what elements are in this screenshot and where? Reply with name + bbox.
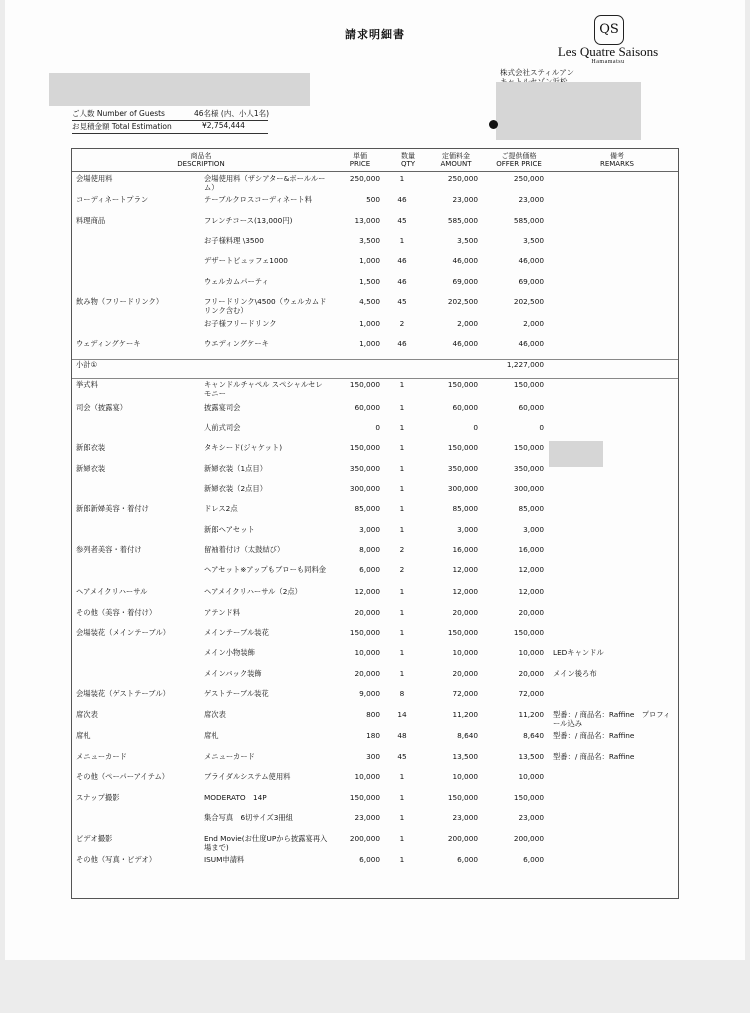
cell-cat: コーディネートプラン <box>76 195 149 204</box>
cell-name: メニューカード <box>204 752 255 761</box>
cell-price: 1,000 <box>359 339 380 348</box>
cell-qty: 1 <box>399 504 405 513</box>
document-title: 請求明細書 <box>345 28 405 41</box>
bullet-dot <box>489 120 498 129</box>
cell-price: 0 <box>375 423 380 432</box>
cell-amount: 2,000 <box>457 319 478 328</box>
cell-name: キャンドルチャペル スペシャルセレモニー <box>204 380 323 398</box>
cell-name: ISUM申請料 <box>204 855 245 864</box>
cell-offer: 23,000 <box>518 195 544 204</box>
cell-amount: 69,000 <box>452 277 478 286</box>
header-price: 単価 PRICE <box>349 152 371 168</box>
cell-name: お子様料理 \3500 <box>204 236 264 245</box>
cell-cat: 席札 <box>76 731 91 740</box>
cell-offer: 8,640 <box>523 731 544 740</box>
cell-price: 180 <box>366 731 380 740</box>
cell-rem: 型番：/ 商品名：Raffine <box>553 752 635 761</box>
cell-offer: 46,000 <box>518 339 544 348</box>
cell-price: 300,000 <box>349 484 380 493</box>
cell-offer: 150,000 <box>513 793 544 802</box>
cell-name: テーブルクロスコーディネート料 <box>204 195 313 204</box>
cell-offer: 0 <box>539 423 544 432</box>
cell-name: 披露宴司会 <box>204 403 241 412</box>
cell-qty: 45 <box>397 752 407 761</box>
cell-name: 留袖着付け（太鼓結び） <box>204 545 285 554</box>
cell-amount: 585,000 <box>447 216 478 225</box>
header-amount: 定価料金 AMOUNT <box>440 152 472 168</box>
cell-qty: 48 <box>397 731 407 740</box>
cell-cat: 会場装花（ゲストテーブル） <box>76 689 170 698</box>
cell-price: 250,000 <box>349 174 380 183</box>
cell-name: ウエディングケーキ <box>204 339 269 348</box>
cell-name: 新婦衣装（1点目） <box>204 464 268 473</box>
cell-name: フレンチコース(13,000円) <box>204 216 293 225</box>
cell-cat: ヘアメイクリハーサル <box>76 587 148 596</box>
cell-name: タキシード(ジャケット) <box>204 443 283 452</box>
cell-name: 席札 <box>204 731 219 740</box>
cell-name: ウェルカムパーティ <box>204 277 269 286</box>
cell-offer: 46,000 <box>518 256 544 265</box>
cell-amount: 23,000 <box>452 813 478 822</box>
cell-price: 150,000 <box>349 443 380 452</box>
cell-amount: 72,000 <box>452 689 478 698</box>
cell-cat: ウェディングケーキ <box>76 339 141 348</box>
cell-offer: 300,000 <box>513 484 544 493</box>
cell-name: 人前式司会 <box>204 423 241 432</box>
cell-amount: 13,500 <box>452 752 478 761</box>
cell-rem: 型番：/ 商品名：Raffine プロフィール込み <box>553 710 671 728</box>
cell-qty: 1 <box>399 834 405 843</box>
cell-qty: 1 <box>399 380 405 389</box>
cell-name: アテンド料 <box>204 608 241 617</box>
cell-qty: 1 <box>399 587 405 596</box>
cell-offer: 1,227,000 <box>506 360 544 369</box>
cell-amount: 200,000 <box>447 834 478 843</box>
cell-name: ヘアセット※アップもブローも同料金 <box>204 565 327 574</box>
company-line: 株式会社スティルアン <box>500 68 574 77</box>
cell-offer: 3,000 <box>523 525 544 534</box>
cell-qty: 1 <box>399 484 405 493</box>
cell-price: 3,500 <box>359 236 380 245</box>
cell-qty: 1 <box>399 855 405 864</box>
cell-offer: 250,000 <box>513 174 544 183</box>
cell-offer: 11,200 <box>518 710 544 719</box>
cell-amount: 202,500 <box>447 297 478 306</box>
cell-qty: 46 <box>397 277 407 286</box>
cell-price: 350,000 <box>349 464 380 473</box>
cell-price: 85,000 <box>354 504 380 513</box>
cell-price: 9,000 <box>359 689 380 698</box>
cell-amount: 250,000 <box>447 174 478 183</box>
cell-amount: 3,000 <box>457 525 478 534</box>
cell-offer: 12,000 <box>518 587 544 596</box>
cell-offer: 3,500 <box>523 236 544 245</box>
cell-amount: 12,000 <box>452 587 478 596</box>
cell-price: 13,000 <box>354 216 380 225</box>
invoice-table <box>71 148 679 899</box>
brand-name: Les Quatre Saisons <box>557 44 659 59</box>
header-remarks: 備考 REMARKS <box>599 152 634 168</box>
brand-subtitle: Hamamatsu <box>591 59 625 65</box>
cell-name: ドレス2点 <box>204 504 238 513</box>
cell-qty: 1 <box>399 174 405 183</box>
cell-qty: 46 <box>397 195 407 204</box>
cell-cat: その他（ペーパーアイテム） <box>76 772 170 781</box>
cell-qty: 1 <box>399 236 405 245</box>
cell-amount: 12,000 <box>452 565 478 574</box>
cell-amount: 6,000 <box>457 855 478 864</box>
cell-price: 3,000 <box>359 525 380 534</box>
cell-offer: 202,500 <box>513 297 544 306</box>
cell-offer: 85,000 <box>518 504 544 513</box>
cell-qty: 1 <box>399 423 405 432</box>
cell-qty: 45 <box>397 216 407 225</box>
cell-offer: 350,000 <box>513 464 544 473</box>
cell-offer: 150,000 <box>513 380 544 389</box>
cell-qty: 14 <box>397 710 407 719</box>
cell-name: 席次表 <box>204 710 226 719</box>
cell-offer: 69,000 <box>518 277 544 286</box>
cell-cat: 参列者美容・着付け <box>76 545 142 554</box>
cell-offer: 20,000 <box>518 669 544 678</box>
cell-cat: メニューカード <box>76 752 127 761</box>
table-header <box>72 149 678 172</box>
cell-rem: メイン後ろ布 <box>553 669 597 678</box>
cell-price: 20,000 <box>354 669 380 678</box>
cell-name: お子様フリードリンク <box>204 319 277 328</box>
cell-price: 6,000 <box>359 565 380 574</box>
cell-price: 12,000 <box>354 587 380 596</box>
cell-qty: 46 <box>397 339 407 348</box>
cell-amount: 150,000 <box>447 443 478 452</box>
cell-price: 150,000 <box>349 793 380 802</box>
cell-price: 200,000 <box>349 834 380 843</box>
cell-amount: 20,000 <box>452 608 478 617</box>
cell-cat: 会場装花（メインテーブル） <box>76 628 171 637</box>
cell-amount: 150,000 <box>447 628 478 637</box>
cell-amount: 85,000 <box>452 504 478 513</box>
estimate-row <box>72 121 268 134</box>
cell-qty: 1 <box>399 628 405 637</box>
cell-price: 1,000 <box>359 256 380 265</box>
cell-amount: 46,000 <box>452 339 478 348</box>
cell-qty: 1 <box>399 443 405 452</box>
cell-qty: 46 <box>397 256 407 265</box>
cell-amount: 16,000 <box>452 545 478 554</box>
cell-amount: 150,000 <box>447 793 478 802</box>
cell-offer: 200,000 <box>513 834 544 843</box>
cell-cat: 挙式料 <box>76 380 98 389</box>
cell-offer: 13,500 <box>518 752 544 761</box>
guests-value: 46名様 (内、小人1名) <box>194 109 270 118</box>
cell-amount: 10,000 <box>452 772 478 781</box>
cell-amount: 3,500 <box>457 236 478 245</box>
cell-offer: 12,000 <box>518 565 544 574</box>
cell-name: メイン小物装飾 <box>204 648 255 657</box>
cell-name: End Movie(お仕度UPから披露宴再入場まで) <box>204 834 328 852</box>
cell-offer: 10,000 <box>518 772 544 781</box>
cell-amount: 300,000 <box>447 484 478 493</box>
cell-amount: 46,000 <box>452 256 478 265</box>
cell-price: 800 <box>366 710 380 719</box>
cell-price: 4,500 <box>359 297 380 306</box>
cell-name: 新郎ヘアセット <box>204 525 255 534</box>
cell-name: ヘアメイクリハーサル（2点） <box>204 587 302 596</box>
cell-amount: 0 <box>473 423 478 432</box>
cell-price: 150,000 <box>349 628 380 637</box>
cell-amount: 60,000 <box>452 403 478 412</box>
guests-row <box>72 108 268 121</box>
cell-offer: 6,000 <box>523 855 544 864</box>
cell-cat: 新婦衣装 <box>76 464 106 473</box>
cell-offer: 16,000 <box>518 545 544 554</box>
cell-price: 60,000 <box>354 403 380 412</box>
cell-qty: 1 <box>399 464 405 473</box>
cell-cat: 席次表 <box>76 710 98 719</box>
cell-qty: 45 <box>397 297 407 306</box>
cell-qty: 8 <box>399 689 405 698</box>
subtotal-divider-top <box>72 359 678 360</box>
cell-cat: スナップ撮影 <box>76 793 120 802</box>
redacted-company-info <box>496 82 641 140</box>
cell-name: MODERATO 14P <box>204 793 267 802</box>
cell-name: 会場使用料（ザシアター&ボールルーム） <box>204 174 326 192</box>
estimate-label: お見積金額 Total Estimation <box>72 122 172 131</box>
cell-cat: 料理商品 <box>76 216 106 225</box>
cell-price: 300 <box>366 752 380 761</box>
cell-amount: 10,000 <box>452 648 478 657</box>
cell-offer: 23,000 <box>518 813 544 822</box>
cell-price: 8,000 <box>359 545 380 554</box>
cell-qty: 1 <box>399 648 405 657</box>
cell-cat: 会場使用料 <box>76 174 113 183</box>
cell-qty: 1 <box>399 608 405 617</box>
cell-amount: 8,640 <box>457 731 478 740</box>
cell-offer: 150,000 <box>513 443 544 452</box>
brand-logo-icon: QS <box>594 15 624 45</box>
cell-cat: 新郎衣装 <box>76 443 106 452</box>
cell-qty: 1 <box>399 772 405 781</box>
cell-amount: 20,000 <box>452 669 478 678</box>
cell-price: 500 <box>366 195 380 204</box>
guests-label: ご人数 Number of Guests <box>72 109 165 118</box>
header-description: 商品名 DESCRIPTION <box>177 152 225 168</box>
cell-offer: 72,000 <box>518 689 544 698</box>
cell-cat: その他（美容・着付け） <box>76 608 157 617</box>
cell-qty: 2 <box>399 319 405 328</box>
cell-offer: 150,000 <box>513 628 544 637</box>
cell-name: メインテーブル装花 <box>204 628 269 637</box>
redacted-address <box>49 73 310 106</box>
subtotal-divider-bottom <box>72 378 678 379</box>
cell-qty: 2 <box>399 545 405 554</box>
cell-offer: 2,000 <box>523 319 544 328</box>
estimate-value: ¥2,754,444 <box>202 121 245 130</box>
cell-price: 1,500 <box>359 277 380 286</box>
cell-name: ゲストテーブル装花 <box>204 689 269 698</box>
cell-name: デザートビュッフェ1000 <box>204 256 288 265</box>
cell-qty: 1 <box>399 793 405 802</box>
cell-cat: その他（写真・ビデオ） <box>76 855 157 864</box>
cell-qty: 1 <box>399 525 405 534</box>
cell-price: 23,000 <box>354 813 380 822</box>
cell-offer: 585,000 <box>513 216 544 225</box>
cell-name: ブライダルシステム使用料 <box>204 772 291 781</box>
cell-cat: 飲み物（フリードリンク） <box>76 297 164 306</box>
cell-qty: 1 <box>399 403 405 412</box>
cell-qty: 2 <box>399 565 405 574</box>
cell-price: 1,000 <box>359 319 380 328</box>
cell-name: 新婦衣装（2点目） <box>204 484 268 493</box>
cell-price: 150,000 <box>349 380 380 389</box>
cell-qty: 1 <box>399 813 405 822</box>
cell-offer: 60,000 <box>518 403 544 412</box>
cell-cat: 司会（披露宴） <box>76 403 128 412</box>
cell-price: 6,000 <box>359 855 380 864</box>
cell-rem: 型番：/ 商品名：Raffine <box>553 731 635 740</box>
cell-name: 集合写真 6切サイズ3冊組 <box>204 813 293 822</box>
cell-cat: 小計① <box>76 360 98 369</box>
cell-name: メインバック装飾 <box>204 669 262 678</box>
cell-name: フリードリンク\4500（ウェルカムドリンク含む） <box>204 297 327 315</box>
cell-cat: 新郎新婦美容・着付け <box>76 504 149 513</box>
cell-cat: ビデオ撮影 <box>76 834 113 843</box>
cell-amount: 350,000 <box>447 464 478 473</box>
cell-price: 10,000 <box>354 772 380 781</box>
header-offer-price: ご提供価格 OFFER PRICE <box>496 152 542 168</box>
cell-price: 10,000 <box>354 648 380 657</box>
cell-price: 20,000 <box>354 608 380 617</box>
cell-rem: LEDキャンドル <box>553 648 604 657</box>
cell-qty: 1 <box>399 669 405 678</box>
cell-amount: 150,000 <box>447 380 478 389</box>
cell-amount: 23,000 <box>452 195 478 204</box>
cell-offer: 20,000 <box>518 608 544 617</box>
cell-offer: 10,000 <box>518 648 544 657</box>
cell-amount: 11,200 <box>452 710 478 719</box>
header-qty: 数量 QTY <box>400 152 416 168</box>
